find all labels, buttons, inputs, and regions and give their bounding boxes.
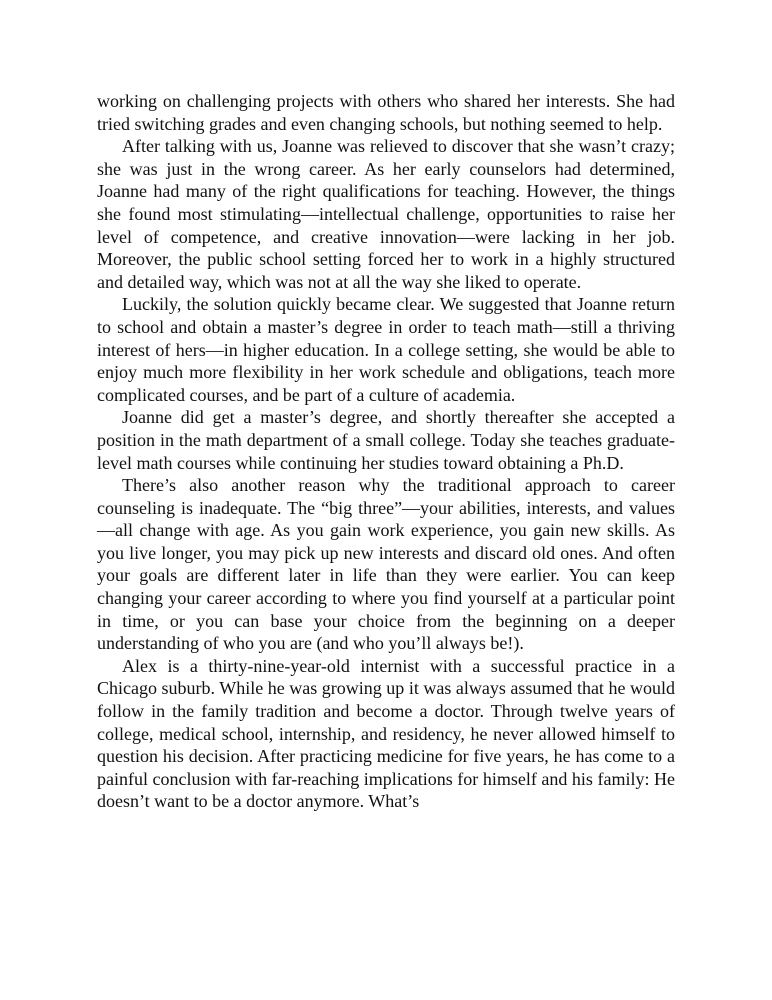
paragraph: After talking with us, Joanne was relieved to discover that she wasn’t crazy; she was just in the wrong career. As her early counselors had determined, Joanne had many of the right qualifications for teaching. However, the things she found most stimulating—intellectual challenge, opportunities to raise her level of competence, and creative innovation—were lacking in her job. Moreover, the public school setting forced her to work in a highly structured and detailed way, which was not at all the way she liked to operate. — [97, 136, 675, 292]
paragraph-continuation: working on challenging projects with others who shared her interests. She had tried switching grades and even changing schools, but nothing seemed to help. — [97, 91, 675, 134]
paragraph: Alex is a thirty-nine-year-old internist with a successful practice in a Chicago suburb. While he was growing up it was always assumed that he would follow in the family tradition and become a doctor. Through twelve years of college, medical school, internship, and residency, he never allowed himself to question his decision. After practicing medicine for five years, he has come to a painful conclusion with far-reaching implications for himself and his family: He doesn’t want to be a doctor anymore. What’s — [97, 655, 675, 812]
paragraph: Luckily, the solution quickly became clear. We suggested that Joanne return to school and obtain a master’s degree in order to teach math—still a thriving interest of hers—in higher education. In a college setting, she would be able to enjoy much more flexibility in her work schedule and obligations, teach more complicated courses, and be part of a culture of academia. — [97, 294, 675, 405]
paragraph: Joanne did get a master’s degree, and shortly thereafter she accepted a position in the math department of a small college. Today she teaches graduate-level math courses while continuing her studies toward obtaining a Ph.D. — [97, 407, 675, 473]
paragraph: There’s also another reason why the traditional approach to career counseling is inadequate. The “big three”—your abilities, interests, and values—all change with age. As you gain work experience, you gain new skills. As you live longer, you may pick up new interests and discard old ones. And often your goals are different later in life than they were earlier. You can keep changing your career according to where you find yourself at a particular point in time, or you can base your choice from the beginning on a deeper understanding of who you are (and who you’ll always be!). — [97, 475, 675, 654]
document-body — [97, 90, 675, 813]
